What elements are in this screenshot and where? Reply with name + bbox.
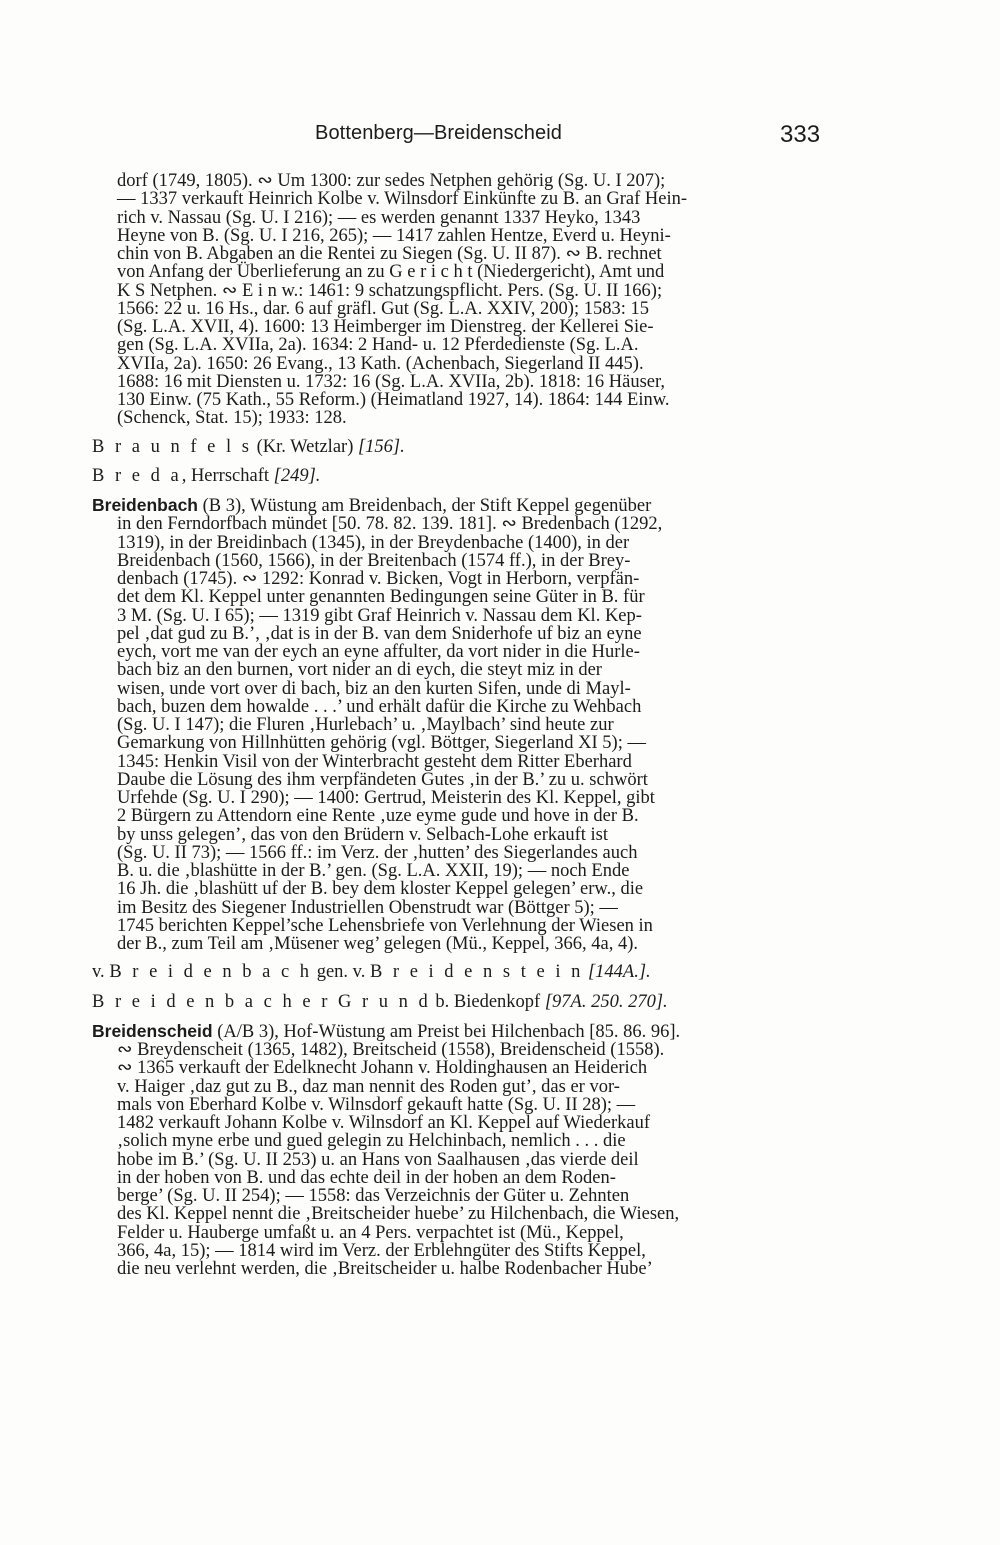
- line-text: pel ‚dat gud zu B.’, ‚dat is in der B. van dem Sniderhofe uf biz an eyne: [117, 623, 642, 644]
- line-text: ∾ Breydenscheit (1365, 1482), Breitscheid (1558), Breidenscheid (1558).: [117, 1040, 665, 1060]
- text-line: [92, 844, 824, 862]
- line-text: Breidenbach (1560, 1566), in der Breitenbach (1574 ff.), in der Brey-: [117, 550, 631, 571]
- entry-headword: B r e d a: [92, 465, 182, 486]
- line-text: in den Ferndorfbach mündet [50. 78. 82. 139. 181]. ∾ Bredenbach (1292,: [117, 514, 663, 535]
- entry-reference: [156].: [357, 436, 405, 457]
- text-line: [92, 515, 824, 533]
- text-line: [92, 1132, 824, 1150]
- line-text: in der hoben von B. und das echte deil in der hoben an dem Roden-: [117, 1167, 616, 1188]
- line-text: (Sg. L.A. XVII, 4). 1600: 13 Heimberger im Dienstreg. der Kellerei Sie-: [117, 317, 654, 337]
- line-text: v. Haiger ‚daz gut zu B., daz man nennit des Roden gut’, das er vor-: [117, 1076, 620, 1097]
- line-text: Urfehde (Sg. U. I 290); — 1400: Gertrud, Meisterin des Kl. Keppel, gibt: [117, 788, 655, 808]
- text-line: [92, 1187, 824, 1205]
- text-line: [92, 643, 824, 661]
- line-text: ∾ 1365 verkauft der Edelknecht Johann v. Holdinghausen an Heiderich: [117, 1058, 648, 1079]
- line-text: Gemarkung von Hillnhütten gehörig (vgl. Böttger, Siegerland XI 5); —: [117, 733, 646, 754]
- text-line: [92, 300, 824, 318]
- line-text: 1566: 22 u. 16 Hs., dar. 6 auf gräfl. Gut (Sg. L.A. XXIV, 200); 1583: 15: [117, 298, 650, 319]
- entry-headword: B r a u n f e l s: [92, 436, 252, 457]
- line-text: ‚solich myne erbe und gued gelegin zu Helchinbach, nemlich . . . die: [117, 1131, 626, 1152]
- line-text: rich v. Nassau (Sg. U. I 216); — es werden genannt 1337 Heyko, 1343: [117, 207, 641, 228]
- text-line: [92, 588, 824, 606]
- text-line: [92, 1041, 824, 1059]
- line-text: (Sg. U. I 147); die Fluren ‚Hurlebach’ u. ‚Maylbach’ sind heute zur: [117, 715, 614, 735]
- line-text: Felder u. Hauberge umfaßt u. an 4 Pers. verpachtet ist (Mü., Keppel,: [117, 1222, 624, 1243]
- line-text: dorf (1749, 1805). ∾ Um 1300: zur sedes Netphen gehörig (Sg. U. I 207);: [117, 171, 666, 191]
- line-text: bach biz an den burnen, vort nider an di eych, die steyt miz in der: [117, 660, 602, 681]
- text-line: [92, 282, 824, 300]
- page-number: 333: [780, 121, 821, 148]
- text-line: [92, 917, 824, 935]
- line-text: berge’ (Sg. U. II 254); — 1558: das Verzeichnis der Güter u. Zehnten: [117, 1186, 630, 1206]
- text-line: [92, 190, 824, 208]
- text-line: [92, 1205, 824, 1223]
- entry-reference: [97A. 250. 270].: [544, 991, 668, 1012]
- entry-breidenbacher-grund: [92, 993, 824, 1011]
- line-text: 1319), in der Breidinbach (1345), in der Breydenbache (1400), in der: [117, 532, 630, 553]
- line-text: von Anfang der Überlieferung an zu G e r i c h t (Niedergericht), Amt und: [117, 262, 665, 283]
- text-line: [92, 496, 824, 515]
- text-line: [92, 227, 824, 245]
- line-text: 1688: 16 mit Diensten u. 1732: 16 (Sg. L.A. XVIIa, 2b). 1818: 16 Häuser,: [117, 371, 666, 392]
- text-line: [92, 789, 824, 807]
- text-line: [92, 935, 824, 953]
- text-line: [92, 373, 824, 391]
- text-line: [92, 534, 824, 552]
- entry-headword: Breidenbach: [92, 495, 198, 515]
- entry-bottenberg-cont: [92, 172, 824, 428]
- entry-v-breidenbach: [92, 963, 824, 981]
- text-line: [92, 1078, 824, 1096]
- text-line: [92, 771, 824, 789]
- text-line: [92, 753, 824, 771]
- text-line: [92, 625, 824, 643]
- body-text: [92, 172, 824, 1288]
- line-text: 1482 verkauft Johann Kolbe v. Wilnsdorf an Kl. Keppel auf Wiederkauf: [117, 1113, 650, 1133]
- line-text: (Schenck, Stat. 15); 1933: 128.: [117, 408, 347, 429]
- line-text: 366, 4a, 15); — 1814 wird im Verz. der Erblehngüter des Stifts Keppel,: [117, 1240, 646, 1261]
- text-line: [92, 734, 824, 752]
- text-line: [92, 899, 824, 917]
- line-text: die neu verlehnt werden, die ‚Breitscheider u. halbe Rodenbacher Hube’: [117, 1259, 653, 1279]
- page-header: [0, 116, 1000, 156]
- running-title: Bottenberg—Breidenscheid: [315, 122, 562, 144]
- text-line: [92, 1260, 824, 1278]
- text-line: [92, 1169, 824, 1187]
- entry-headword: B r e i d e n b a c h: [109, 962, 313, 983]
- line-text: 16 Jh. die ‚blashütt uf der B. bey dem kloster Keppel gelegen’ erw., die: [117, 879, 644, 900]
- text-line: [92, 1242, 824, 1260]
- text-line: [92, 1059, 824, 1077]
- text-line: [92, 245, 824, 263]
- text-line: [92, 716, 824, 734]
- line-text: der B., zum Teil am ‚Müsener weg’ gelegen (Mü., Keppel, 366, 4a, 4).: [117, 934, 639, 954]
- line-text: by unss gelegen’, das von den Brüdern v. Selbach-Lohe erkauft ist: [117, 824, 608, 845]
- entry-text: (Kr. Wetzlar): [251, 436, 358, 457]
- line-text: wisen, unde vort over di bach, biz an den kurten Sifen, unde di Mayl-: [117, 678, 631, 699]
- text-line: [92, 263, 824, 281]
- text-line: [92, 1096, 824, 1114]
- text-line: [92, 807, 824, 825]
- line-text: 2 Bürgern zu Attendorn eine Rente ‚uze eyme gude und hove in der B.: [117, 806, 639, 827]
- line-text: mals von Eberhard Kolbe v. Wilnsdorf gekauft hatte (Sg. U. II 28); —: [117, 1094, 636, 1115]
- line-text: gen (Sg. L.A. XVIIa, 2a). 1634: 2 Hand- u. 12 Pferdedienste (Sg. L.A.: [117, 335, 639, 356]
- line-text: det dem Kl. Keppel unter genannten Bedingungen seine Güter in B. für: [117, 587, 645, 608]
- text-line: [92, 570, 824, 588]
- text-line: [92, 318, 824, 336]
- text-line: [92, 1022, 824, 1041]
- text-line: [92, 862, 824, 880]
- entry-headword: Breidenscheid: [92, 1020, 213, 1041]
- line-text: (Sg. U. II 73); — 1566 ff.: im Verz. der ‚hutten’ des Siegerlandes auch: [117, 842, 638, 863]
- entry-breidenscheid: [92, 1022, 824, 1279]
- text-line: [92, 552, 824, 570]
- text-line: [92, 680, 824, 698]
- line-text: des Kl. Keppel nennt die ‚Breitscheider huebe’ zu Hilchenbach, die Wiesen,: [117, 1204, 680, 1225]
- line-text: B. u. die ‚blashütte in der B.’ gen. (Sg. L.A. XXII, 19); — noch Ende: [117, 861, 630, 881]
- text-line: [92, 1151, 824, 1169]
- line-text: Heyne von B. (Sg. U. I 216, 265); — 1417 zahlen Hentze, Everd u. Heyni-: [117, 225, 671, 246]
- entry-text: gen. v.: [312, 962, 370, 983]
- text-line: [92, 355, 824, 373]
- text-line: [92, 826, 824, 844]
- text-line: [92, 607, 824, 625]
- entry-reference: [144A.].: [583, 962, 651, 983]
- text-line: [92, 1224, 824, 1242]
- entry-prefix: v.: [92, 962, 110, 983]
- line-text: 3 M. (Sg. U. I 65); — 1319 gibt Graf Heinrich v. Nassau dem Kl. Kep-: [117, 605, 642, 626]
- line-text: chin von B. Abgaben an die Rentei zu Siegen (Sg. U. II 87). ∾ B. rechnet: [117, 244, 662, 264]
- text-line: [92, 391, 824, 409]
- entry-braunfels: [92, 438, 824, 456]
- line-text: (A/B 3), Hof-Wüstung am Preist bei Hilchenbach [85. 86. 96].: [212, 1021, 681, 1042]
- entry-text: , Herrschaft: [181, 465, 274, 486]
- entry-breidenbach: [92, 496, 824, 953]
- line-text: denbach (1745). ∾ 1292: Konrad v. Bicken, Vogt in Herborn, verpfän-: [117, 569, 640, 589]
- line-text: XVIIa, 2a). 1650: 26 Evang., 13 Kath. (Achenbach, Siegerland II 445).: [117, 353, 644, 374]
- line-text: (B 3), Wüstung am Breidenbach, der Stift Keppel gegenüber: [198, 496, 652, 516]
- line-text: 130 Einw. (75 Kath., 55 Reform.) (Heimatland 1927, 14). 1864: 144 Einw.: [117, 390, 670, 410]
- line-text: bach, buzen dem howalde . . .’ und erhält dafür die Kirche zu Wehbach: [117, 696, 642, 717]
- line-text: eych, vort me van der eych an eyne affulter, da vort nider in die Hurle-: [117, 642, 640, 662]
- line-text: K S Netphen. ∾ E i n w.: 1461: 9 schatzungspflicht. Pers. (Sg. U. II 166);: [117, 280, 663, 301]
- text-line: [92, 209, 824, 227]
- line-text: Daube die Lösung des ihm verpfändeten Gutes ‚in der B.’ zu u. schwört: [117, 769, 648, 790]
- entry-breda: [92, 467, 824, 485]
- text-line: [92, 880, 824, 898]
- line-text: im Besitz des Siegener Industriellen Obenstrudt war (Böttger 5); —: [117, 897, 618, 918]
- entry-headword-2: B r e i d e n s t e i n: [369, 962, 584, 983]
- text-line: [92, 698, 824, 716]
- text-line: [92, 172, 824, 190]
- entry-text: b. Biedenkopf: [430, 991, 545, 1012]
- line-text: 1745 berichten Keppel’sche Lehensbriefe von Verlehnung der Wiesen in: [117, 915, 653, 936]
- text-line: [92, 409, 824, 427]
- line-text: 1345: Henkin Visil von der Winterbracht gesteht dem Ritter Eberhard: [117, 751, 632, 772]
- line-text: — 1337 verkauft Heinrich Kolbe v. Wilnsdorf Einkünfte zu B. an Graf Hein-: [117, 189, 688, 210]
- text-line: [92, 336, 824, 354]
- entry-headword: B r e i d e n b a c h e r G r u n d: [92, 991, 431, 1012]
- text-line: [92, 661, 824, 679]
- entry-reference: [249].: [273, 465, 321, 486]
- text-line: [92, 1114, 824, 1132]
- line-text: hobe im B.’ (Sg. U. II 253) u. an Hans von Saalhausen ‚das vierde deil: [117, 1149, 639, 1170]
